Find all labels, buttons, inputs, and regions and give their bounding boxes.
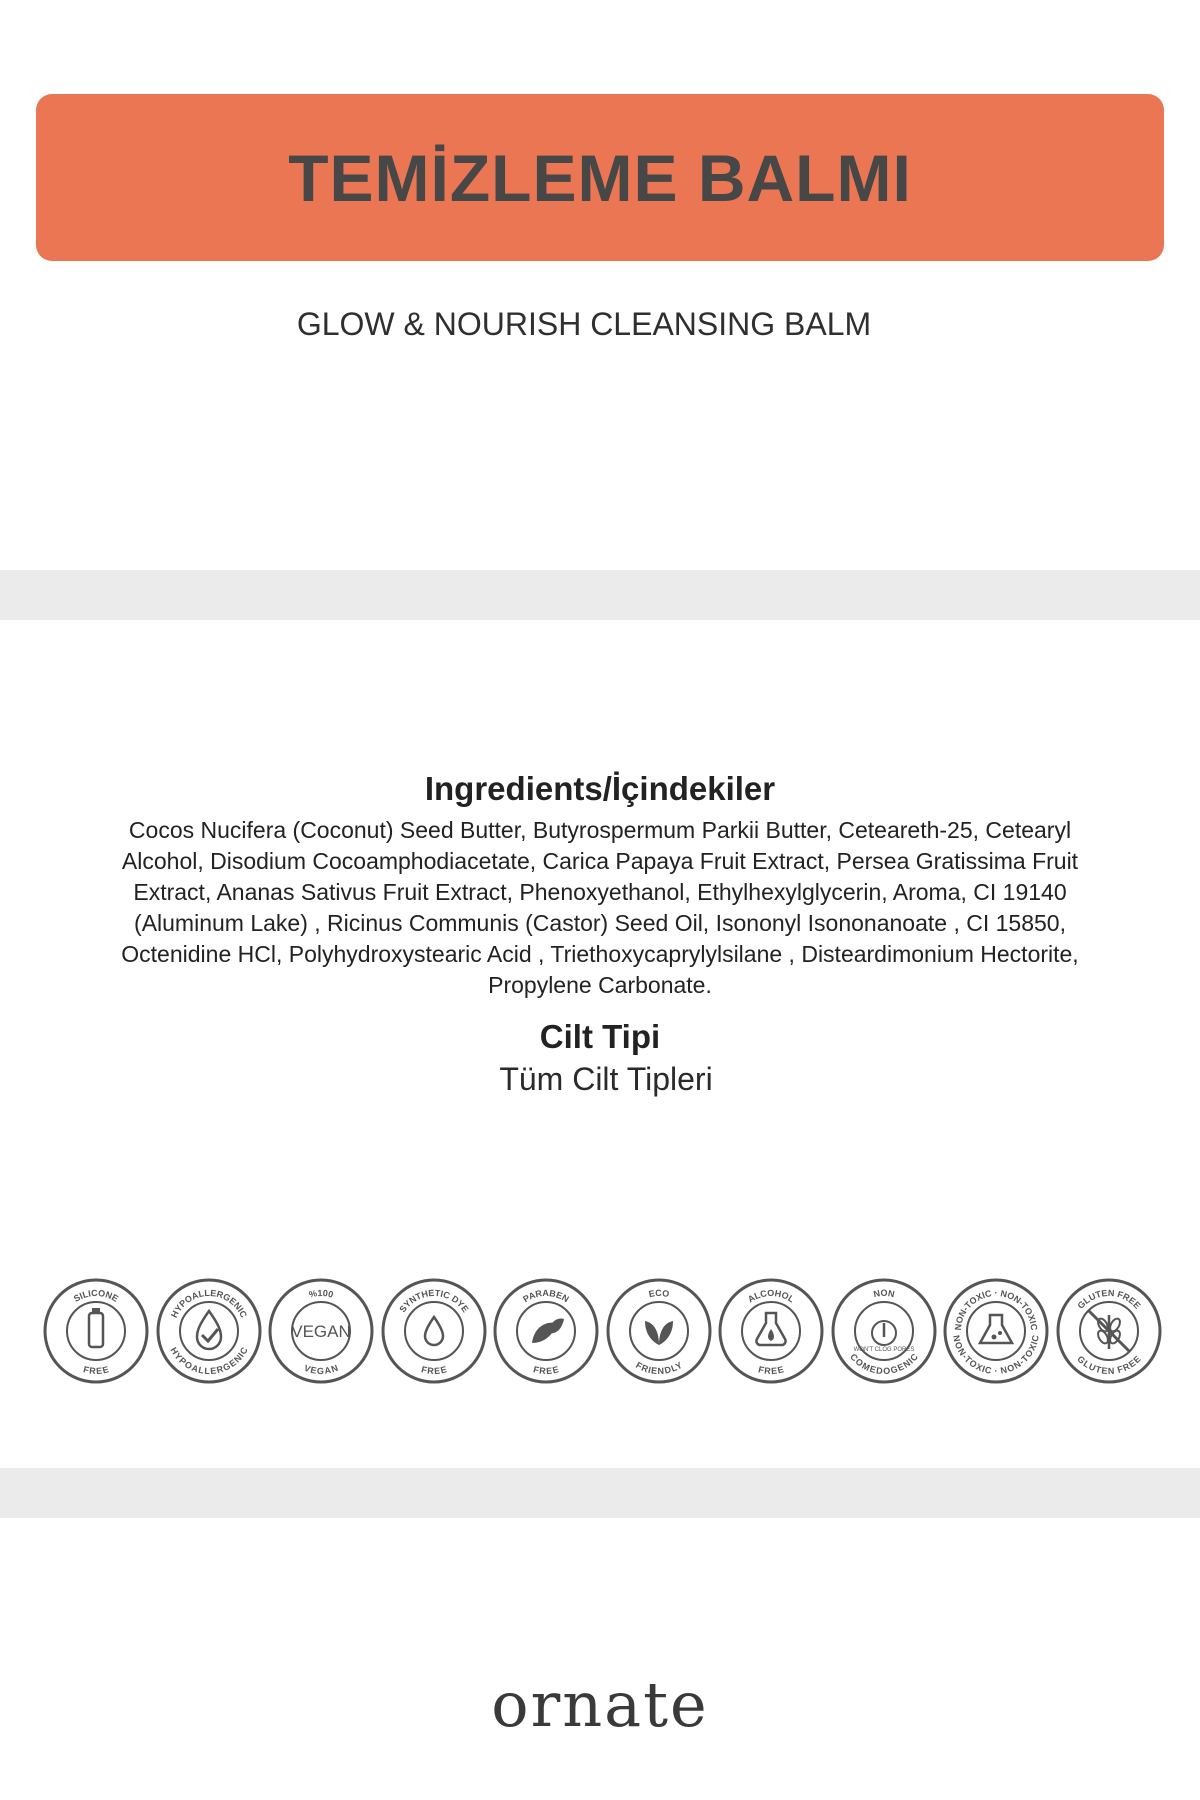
badge-bottom-label: COMEDOGENIC	[847, 1351, 920, 1377]
badge-center-label: WON'T CLOG PORES	[853, 1347, 914, 1353]
badge-top-label: HYPOALLERGENIC	[168, 1287, 249, 1320]
badge-top-label: GLUTEN FREE	[1074, 1287, 1143, 1311]
gluten-free-icon	[1055, 1277, 1163, 1385]
badge-bottom-label: FREE	[82, 1364, 110, 1377]
badge-top-label: SILICONE	[71, 1287, 121, 1304]
ingredients-list: Cocos Nucifera (Coconut) Seed Butter, Butyrospermum Parkii Butter, Ceteareth-25, Cetearyl Alcohol, Disodium Cocoamphodiacetate, Carica Papaya Fruit Extract, Persea Gratissima Fruit Extract, Ananas Sativus Fruit Extract, Phenoxyethanol, Ethylhexylglycerin, Aroma, CI 19140 (Aluminum Lake) , Ricinus Communis (Castor) Seed Oil, Isononyl Isononanoate , CI 15850, Octenidine HCl, Polyhydroxystearic Acid , Triethoxycaprylylsilane , Disteardimonium Hectorite, Propylene Carbonate.	[121, 817, 1079, 998]
non-toxic-icon	[942, 1277, 1050, 1385]
synthetic-dye-free-icon	[380, 1277, 488, 1385]
svg-text:ECO	[647, 1288, 669, 1299]
badge-row	[42, 1277, 1172, 1385]
badge-top-label: ECO	[647, 1287, 670, 1300]
hypoallergenic-icon	[155, 1277, 263, 1385]
skin-type-heading: Cilt Tipi	[539, 1018, 661, 1055]
eco-friendly-icon	[605, 1277, 713, 1385]
paraben-free-icon	[492, 1277, 600, 1385]
badge-bottom-label: GLUTEN FREE	[1074, 1354, 1143, 1377]
divider-band-bottom	[0, 1468, 1200, 1518]
alcohol-free-icon	[717, 1277, 825, 1385]
badge-top-label: NON	[872, 1288, 895, 1300]
svg-text:NON	[872, 1288, 895, 1299]
badge-top-label: ALCOHOL	[745, 1287, 797, 1305]
badge-bottom-label: FRIENDLY	[633, 1360, 684, 1377]
badge-bottom-label: FREE	[532, 1364, 560, 1377]
non-comedogenic-icon	[830, 1277, 938, 1385]
brand-logo: ornate	[491, 1668, 709, 1741]
title-banner	[36, 94, 1164, 261]
badge-center-label: VEGAN	[291, 1322, 351, 1341]
badge-bottom-label: FREE	[419, 1364, 448, 1377]
svg-text:%100	[308, 1288, 334, 1300]
badge-bottom-label: HYPOALLERGENIC	[167, 1345, 250, 1377]
badge-top-label: SYNTHETIC DYE	[396, 1287, 471, 1315]
divider-band-top	[0, 570, 1200, 620]
badge-bottom-label: NON-TOXIC · NON-TOXIC	[950, 1334, 1042, 1377]
silicone-free-icon	[42, 1277, 150, 1385]
badge-bottom-label: FREE	[757, 1364, 785, 1377]
skin-type-value: Tüm Cilt Tipleri	[499, 1061, 713, 1097]
badge-top-label: NON-TOXIC · NON-TOXIC	[952, 1288, 1040, 1331]
badge-bottom-label: VEGAN	[302, 1363, 340, 1377]
badge-top-label: %100	[307, 1287, 335, 1300]
product-subtitle: GLOW & NOURISH CLEANSING BALM	[296, 306, 872, 342]
vegan-icon	[267, 1277, 375, 1385]
badge-top-label: PARABEN	[521, 1287, 571, 1305]
ingredients-heading: Ingredients/İçindekiler	[424, 770, 776, 807]
product-title: TEMİZLEME BALMI	[288, 140, 912, 215]
